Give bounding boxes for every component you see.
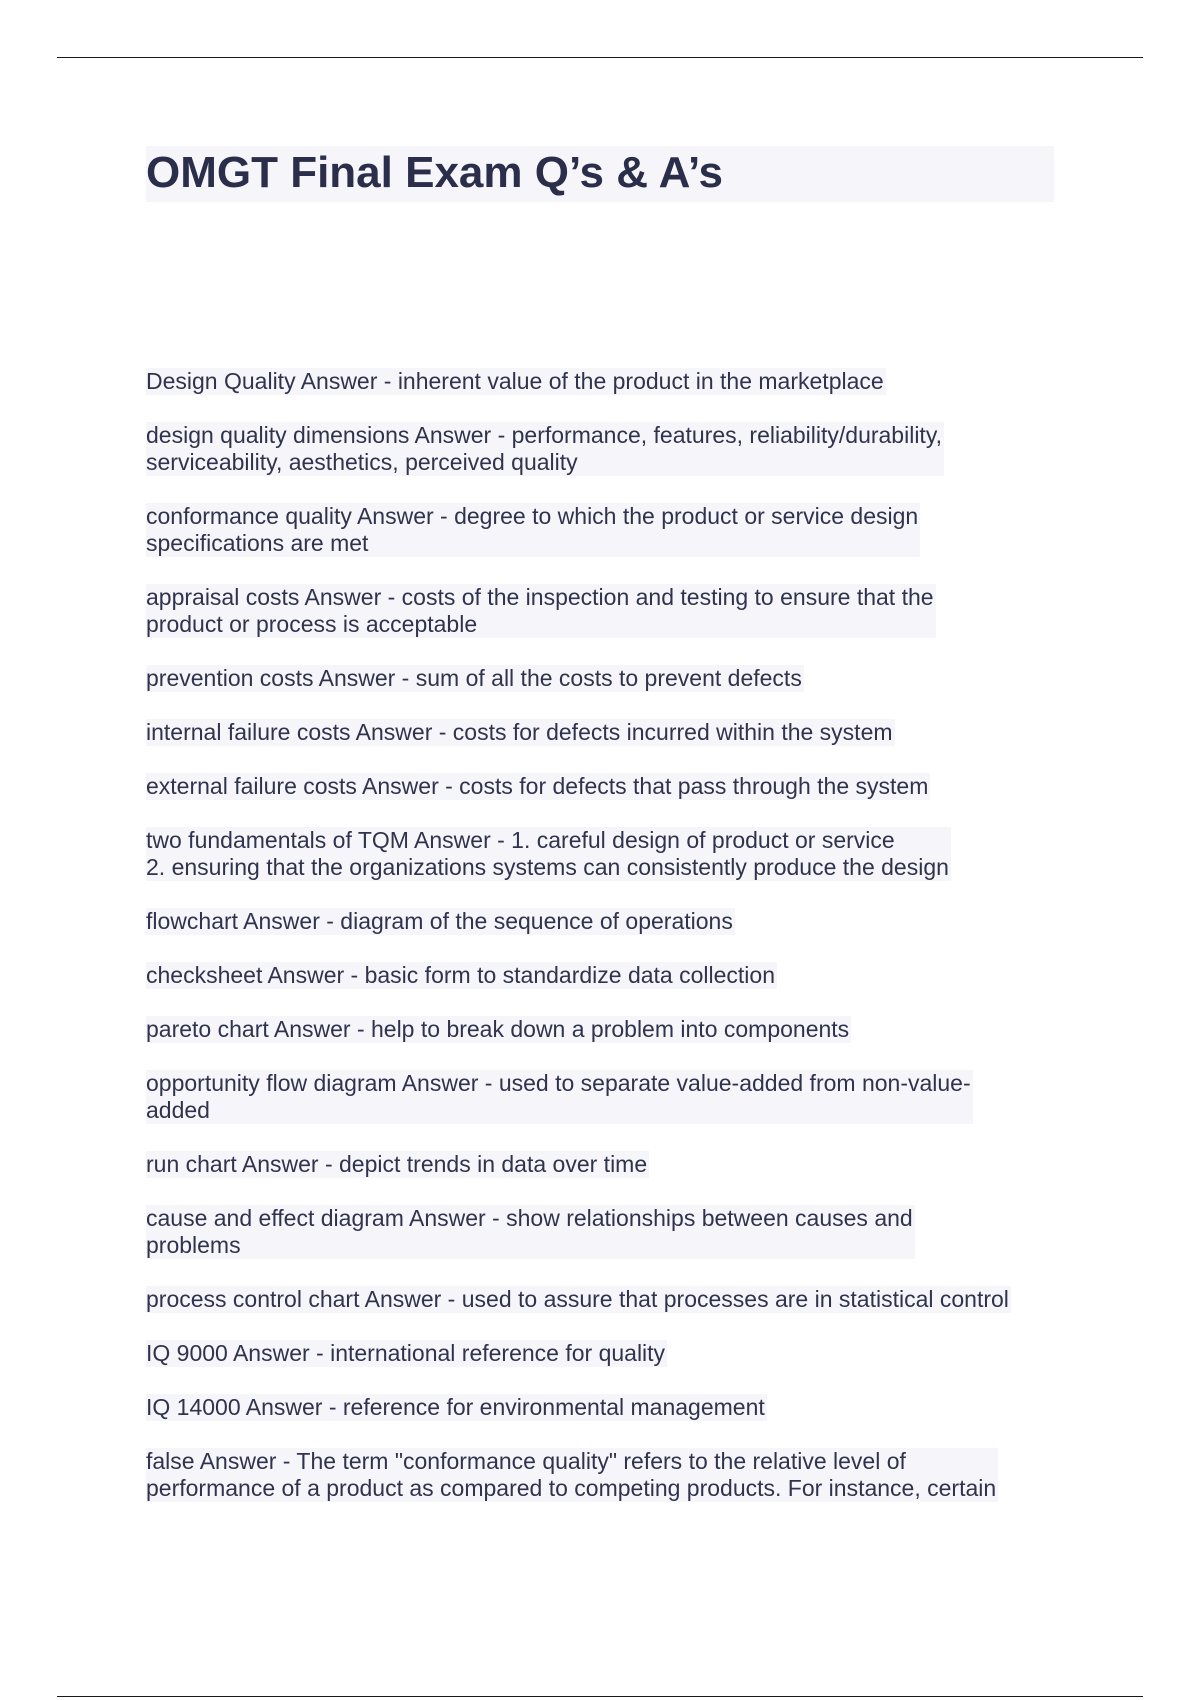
header-rule — [57, 57, 1143, 58]
qa-item-iq-9000: IQ 9000 Answer - international reference for quality — [146, 1340, 666, 1366]
title-block — [146, 146, 1054, 202]
qa-item-internal-failure-costs: internal failure costs Answer - costs for defects incurred within the system — [146, 719, 893, 745]
page-title: OMGT Final Exam Q’s & A’s — [146, 148, 724, 197]
qa-item-design-quality-dimensions: design quality dimensions Answer - performance, features, reliability/durability, serviceability, aesthetics, perceived quality — [146, 422, 943, 475]
qa-item-false: false Answer - The term "conformance quality" refers to the relative level of performance of a product as compared to competing products. For instance, certain — [146, 1448, 997, 1501]
qa-item-run-chart: run chart Answer - depict trends in data over time — [146, 1151, 648, 1177]
qa-item-iq-14000: IQ 14000 Answer - reference for environmental management — [146, 1394, 765, 1420]
qa-item-external-failure-costs: external failure costs Answer - costs for defects that pass through the system — [146, 773, 929, 799]
qa-item-opportunity-flow-diagram: opportunity flow diagram Answer - used to separate value-added from non-value- added — [146, 1070, 971, 1123]
qa-item-process-control-chart: process control chart Answer - used to assure that processes are in statistical control — [146, 1286, 1009, 1312]
qa-item-design-quality: Design Quality Answer - inherent value of the product in the marketplace — [146, 368, 884, 394]
qa-item-pareto-chart: pareto chart Answer - help to break down a problem into components — [146, 1016, 850, 1042]
qa-item-conformance-quality: conformance quality Answer - degree to which the product or service design specifications are met — [146, 503, 919, 556]
qa-item-flowchart: flowchart Answer - diagram of the sequence of operations — [146, 908, 733, 934]
qa-item-prevention-costs: prevention costs Answer - sum of all the costs to prevent defects — [146, 665, 802, 691]
qa-item-tqm-fundamentals: two fundamentals of TQM Answer - 1. careful design of product or service 2. ensuring that the organizations systems can consistently produce the design — [146, 827, 949, 880]
qa-item-cause-effect-diagram: cause and effect diagram Answer - show relationships between causes and problems — [146, 1205, 913, 1258]
qa-item-checksheet: checksheet Answer - basic form to standardize data collection — [146, 962, 775, 988]
qa-list — [146, 368, 1076, 1529]
footer-rule — [57, 1696, 1143, 1697]
qa-item-appraisal-costs: appraisal costs Answer - costs of the inspection and testing to ensure that the product or process is acceptable — [146, 584, 934, 637]
